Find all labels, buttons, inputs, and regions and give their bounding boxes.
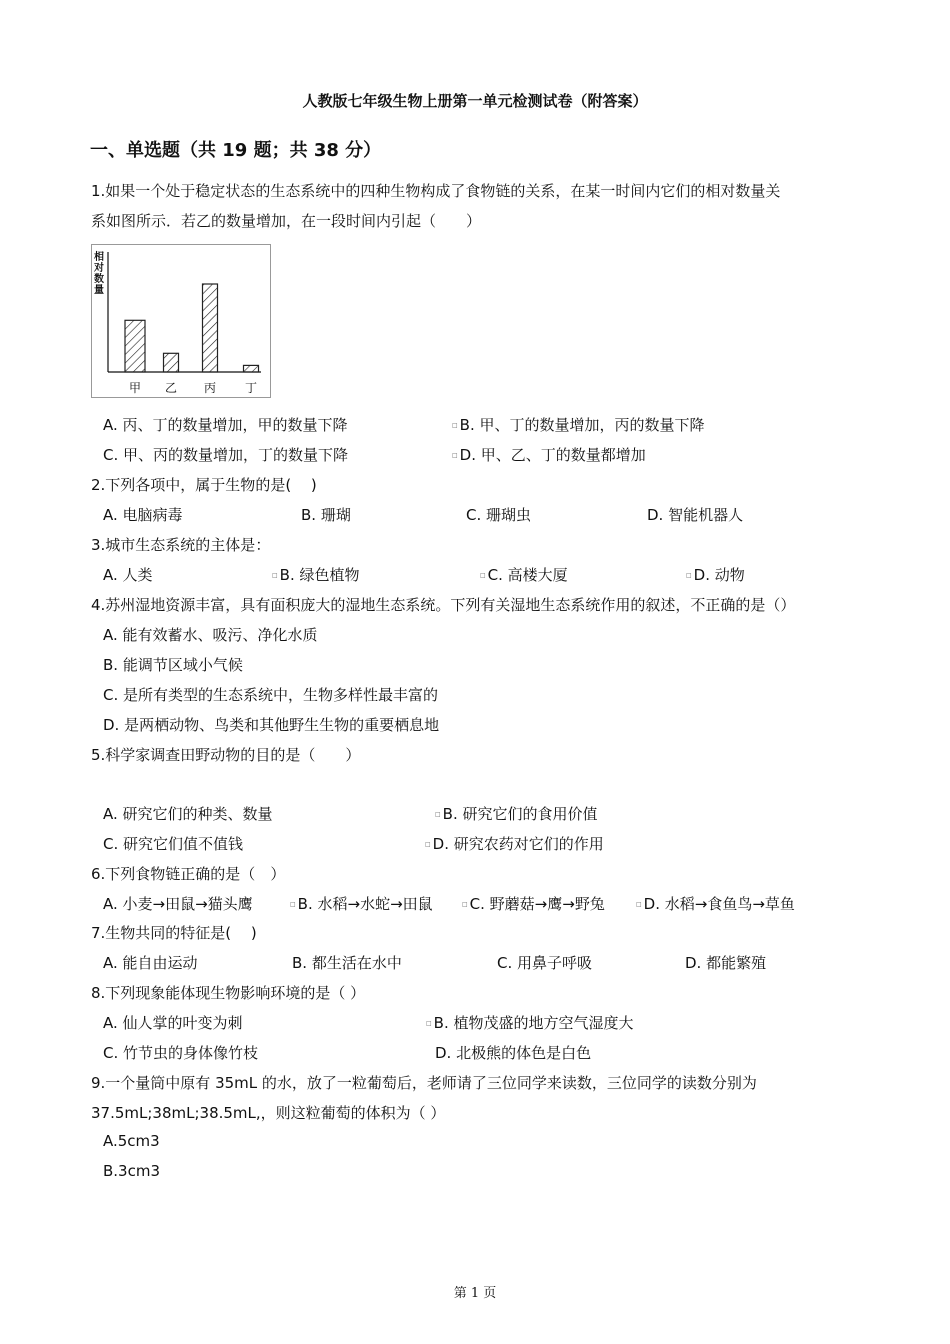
question-7-text: 7.生物共同的特征是( ): [91, 924, 257, 942]
question-4-option-c[interactable]: C. 是所有类型的生态系统中，生物多样性最丰富的: [103, 686, 439, 704]
question-8-option-d[interactable]: D. 北极熊的体色是白色: [435, 1044, 592, 1062]
question-1-option-a[interactable]: A. 丙、丁的数量增加，甲的数量下降: [103, 416, 348, 434]
option-b-label: B. 植物茂盛的地方空气湿度大: [433, 1014, 634, 1032]
question-2-text: 2.下列各项中，属于生物的是( ): [91, 476, 317, 494]
question-4-text: 4.苏州湿地资源丰富，具有面积庞大的湿地生态系统。下列有关湿地生态系统作用的叙述，不正确的是（）: [91, 596, 796, 614]
bar-0: [125, 320, 145, 372]
question-1-text-line2: 系如图所示．若乙的数量增加，在一段时间内引起（ ）: [91, 212, 482, 230]
option-d-label: D. 甲、乙、丁的数量都增加: [459, 446, 646, 464]
x-tick-label-1: 乙: [164, 381, 178, 395]
question-1-option-b[interactable]: [452, 414, 705, 435]
question-1-option-c[interactable]: C. 甲、丙的数量增加，丁的数量下降: [103, 446, 349, 464]
checkbox-marker-icon: □: [425, 841, 431, 848]
bar-2: [203, 284, 218, 372]
checkbox-marker-icon: □: [452, 422, 458, 429]
question-8-option-a[interactable]: A. 仙人掌的叶变为刺: [103, 1014, 243, 1032]
option-b-label: B. 水稻→水蛇→田鼠: [297, 895, 433, 913]
question-7-option-b[interactable]: B. 都生活在水中: [292, 954, 402, 972]
question-5-option-d[interactable]: [425, 833, 604, 854]
checkbox-marker-icon: □: [290, 901, 296, 908]
question-8-option-b[interactable]: [426, 1012, 634, 1033]
checkbox-marker-icon: □: [272, 572, 278, 579]
checkbox-marker-icon: □: [636, 901, 642, 908]
question-5-text: 5.科学家调查田野动物的目的是（ ）: [91, 746, 361, 764]
option-d-label: D. 水稻→食鱼鸟→草鱼: [643, 895, 795, 913]
checkbox-marker-icon: □: [686, 572, 692, 579]
checkbox-marker-icon: □: [435, 811, 441, 818]
question-3-option-b[interactable]: [272, 564, 360, 585]
question-4-option-a[interactable]: A. 能有效蓄水、吸污、净化水质: [103, 626, 318, 644]
option-c-label: C. 高楼大厦: [487, 566, 568, 584]
relative-quantity-bar-chart: [91, 244, 271, 398]
option-b-label: B. 绿色植物: [279, 566, 360, 584]
x-tick-label-0: 甲: [128, 381, 142, 395]
chart-frame: [92, 245, 271, 398]
question-5-option-a[interactable]: A. 研究它们的种类、数量: [103, 805, 273, 823]
question-3-option-c[interactable]: [480, 564, 568, 585]
document-title: 人教版七年级生物上册第一单元检测试卷（附答案）: [302, 92, 648, 110]
checkbox-marker-icon: □: [452, 452, 458, 459]
bar-3: [244, 365, 259, 372]
option-d-label: D. 动物: [693, 566, 745, 584]
question-7-option-a[interactable]: A. 能自由运动: [103, 954, 198, 972]
question-9-option-b[interactable]: B.3cm3: [103, 1162, 161, 1180]
question-5-option-c[interactable]: C. 研究它们值不值钱: [103, 835, 244, 853]
question-2-option-a[interactable]: A. 电脑病毒: [103, 506, 183, 524]
question-3-option-d[interactable]: [686, 564, 745, 585]
option-c-label: C. 野蘑菇→鹰→野兔: [469, 895, 605, 913]
y-axis-label: 相对数量: [94, 252, 104, 296]
question-2-option-b[interactable]: B. 珊瑚: [301, 506, 351, 524]
section-title: 一、单选题（共 19 题；共 38 分）: [90, 140, 382, 161]
page-number-footer: 第 1 页: [453, 1286, 497, 1301]
question-3-option-a[interactable]: A. 人类: [103, 566, 153, 584]
x-tick-label-2: 丙: [203, 381, 217, 395]
question-6-option-a[interactable]: A. 小麦→田鼠→猫头鹰: [103, 895, 253, 913]
question-8-text: 8.下列现象能体现生物影响环境的是（ ）: [91, 984, 366, 1002]
question-2-option-c[interactable]: C. 珊瑚虫: [466, 506, 532, 524]
question-4-option-d[interactable]: D. 是两栖动物、鸟类和其他野生生物的重要栖息地: [103, 716, 440, 734]
question-7-option-c[interactable]: C. 用鼻子呼吸: [497, 954, 593, 972]
option-d-label: D. 研究农药对它们的作用: [432, 835, 604, 853]
checkbox-marker-icon: □: [426, 1020, 432, 1027]
option-b-label: B. 甲、丁的数量增加，丙的数量下降: [459, 416, 705, 434]
question-7-option-d[interactable]: D. 都能繁殖: [685, 954, 767, 972]
question-3-text: 3.城市生态系统的主体是：: [91, 536, 271, 554]
question-6-option-c[interactable]: [462, 893, 605, 914]
question-6-option-d[interactable]: [636, 893, 795, 914]
question-1-text-line1: 1.如果一个处于稳定状态的生态系统中的四种生物构成了食物链的关系，在某一时间内它们的相对数量关: [91, 182, 781, 200]
question-5-option-b[interactable]: [435, 803, 598, 824]
question-9-text-line1: 9.一个量筒中原有 35mL 的水，放了一粒葡萄后，老师请了三位同学来读数，三位同学的读数分别为: [91, 1074, 757, 1092]
checkbox-marker-icon: □: [480, 572, 486, 579]
checkbox-marker-icon: □: [462, 901, 468, 908]
question-2-option-d[interactable]: D. 智能机器人: [647, 506, 744, 524]
x-tick-label-3: 丁: [244, 381, 258, 395]
question-6-text: 6.下列食物链正确的是（ ）: [91, 865, 286, 883]
option-b-label: B. 研究它们的食用价值: [442, 805, 598, 823]
question-6-option-b[interactable]: [290, 893, 433, 914]
question-1-option-d[interactable]: [452, 444, 646, 465]
question-9-text-line2: 37.5mL;38mL;38.5mL,，则这粒葡萄的体积为（ ）: [91, 1104, 446, 1122]
question-9-option-a[interactable]: A.5cm3: [103, 1132, 160, 1150]
bar-1: [164, 353, 179, 372]
question-4-option-b[interactable]: B. 能调节区域小气候: [103, 656, 243, 674]
question-8-option-c[interactable]: C. 竹节虫的身体像竹枝: [103, 1044, 259, 1062]
